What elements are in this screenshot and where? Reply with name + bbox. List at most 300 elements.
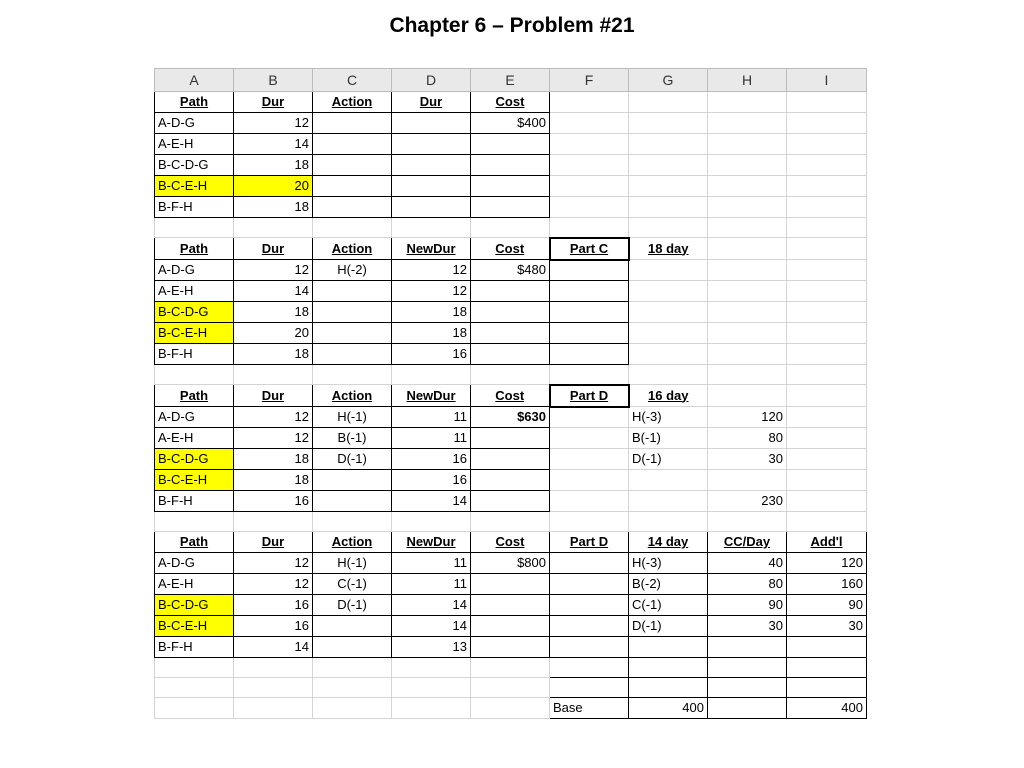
table1-header-dur2[interactable]: Dur	[392, 92, 471, 113]
action-cell[interactable]	[313, 113, 392, 134]
path-cell[interactable]: A-D-G	[155, 113, 234, 134]
table2-header-path[interactable]: Path	[155, 238, 234, 260]
table1-row	[155, 155, 867, 176]
action-cell[interactable]	[313, 197, 392, 218]
action-cell[interactable]: B(-1)	[313, 428, 392, 449]
action-cell[interactable]: C(-1)	[313, 574, 392, 595]
cost-cell[interactable]	[471, 616, 550, 637]
cost-cell[interactable]	[471, 155, 550, 176]
action-cell[interactable]	[313, 134, 392, 155]
cell[interactable]	[550, 678, 629, 698]
addl-cell[interactable]: 90	[787, 595, 867, 616]
cell[interactable]	[629, 155, 708, 176]
dur-cell[interactable]: 12	[234, 428, 313, 449]
page-title: Chapter 6 – Problem #21	[389, 14, 635, 37]
cell[interactable]	[787, 512, 867, 532]
addl-cell[interactable]: 160	[787, 574, 867, 595]
cell[interactable]	[708, 658, 787, 678]
path-cell-highlighted[interactable]: B-C-D-G	[155, 595, 234, 616]
cell[interactable]	[471, 678, 550, 698]
cell[interactable]	[550, 407, 629, 428]
cell[interactable]	[234, 658, 313, 678]
cell[interactable]	[787, 323, 867, 344]
table3-header-action[interactable]: Action	[313, 385, 392, 407]
cell[interactable]	[550, 134, 629, 155]
cell[interactable]	[629, 512, 708, 532]
cost-cell[interactable]: $630	[471, 407, 550, 428]
dur-cell[interactable]: 20	[234, 323, 313, 344]
dur-cell[interactable]: 18	[234, 155, 313, 176]
cell[interactable]	[708, 238, 787, 260]
cell[interactable]	[550, 344, 629, 365]
dur-cell[interactable]: 12	[234, 574, 313, 595]
cell[interactable]	[234, 698, 313, 719]
cell[interactable]	[550, 323, 629, 344]
cost-cell[interactable]: $400	[471, 113, 550, 134]
cell[interactable]	[708, 344, 787, 365]
dur-cell[interactable]: 12	[234, 553, 313, 574]
table4-row	[155, 595, 867, 616]
newdur-cell[interactable]: 16	[392, 449, 471, 470]
path-cell[interactable]: A-D-G	[155, 553, 234, 574]
cell[interactable]	[708, 218, 787, 238]
action-cell[interactable]	[313, 637, 392, 658]
newdur-cell[interactable]: 12	[392, 281, 471, 302]
table2-header-dur[interactable]: Dur	[234, 238, 313, 260]
cell[interactable]	[708, 260, 787, 281]
cell[interactable]	[787, 134, 867, 155]
crash-total-cell[interactable]: 230	[708, 491, 787, 512]
table4-row	[155, 637, 867, 658]
cell[interactable]	[155, 678, 234, 698]
cell[interactable]	[787, 470, 867, 491]
path-cell-highlighted[interactable]: B-C-D-G	[155, 302, 234, 323]
crash-action-cell[interactable]	[629, 470, 708, 491]
cell[interactable]	[629, 678, 708, 698]
cell[interactable]	[550, 197, 629, 218]
newdur-cell[interactable]	[392, 113, 471, 134]
column-header-c[interactable]: C	[313, 69, 392, 92]
cell[interactable]	[629, 197, 708, 218]
cell[interactable]	[471, 658, 550, 678]
table1-header-action[interactable]: Action	[313, 92, 392, 113]
cell[interactable]	[629, 658, 708, 678]
cell[interactable]	[234, 512, 313, 532]
cell[interactable]	[471, 365, 550, 385]
cost-cell[interactable]	[471, 176, 550, 197]
cost-cell[interactable]	[471, 491, 550, 512]
dur-cell[interactable]: 16	[234, 616, 313, 637]
cell[interactable]	[708, 197, 787, 218]
cell[interactable]	[787, 260, 867, 281]
action-cell[interactable]: D(-1)	[313, 595, 392, 616]
crash-action-cell[interactable]	[629, 491, 708, 512]
newdur-cell[interactable]: 11	[392, 553, 471, 574]
dur-cell[interactable]: 14	[234, 134, 313, 155]
table2-header-row	[155, 238, 867, 260]
column-header-b[interactable]: B	[234, 69, 313, 92]
crash-action-cell[interactable]: C(-1)	[629, 595, 708, 616]
path-cell-highlighted[interactable]: B-C-E-H	[155, 470, 234, 491]
cell[interactable]	[471, 218, 550, 238]
base-row	[155, 698, 867, 719]
newdur-cell[interactable]: 18	[392, 302, 471, 323]
cell[interactable]	[392, 678, 471, 698]
part-c-label[interactable]: Part C	[550, 238, 629, 260]
crash-action-cell[interactable]	[629, 637, 708, 658]
action-cell[interactable]: H(-1)	[313, 407, 392, 428]
cell[interactable]	[155, 698, 234, 719]
newdur-cell[interactable]: 11	[392, 428, 471, 449]
dur-cell[interactable]: 18	[234, 449, 313, 470]
newdur-cell[interactable]: 11	[392, 574, 471, 595]
newdur-cell[interactable]: 13	[392, 637, 471, 658]
table4-row	[155, 553, 867, 574]
cell[interactable]	[708, 281, 787, 302]
base-label[interactable]: Base	[550, 698, 629, 719]
path-cell[interactable]: A-E-H	[155, 574, 234, 595]
table4-header-cost[interactable]: Cost	[471, 532, 550, 553]
spreadsheet-grid	[154, 68, 867, 719]
part-cell[interactable]	[550, 553, 629, 574]
column-header-i[interactable]: I	[787, 69, 867, 92]
cell[interactable]	[708, 323, 787, 344]
action-cell[interactable]: H(-2)	[313, 260, 392, 281]
cost-cell[interactable]	[471, 323, 550, 344]
table4-header-cc-day[interactable]: CC/Day	[708, 532, 787, 553]
cell[interactable]	[550, 176, 629, 197]
path-cell-highlighted[interactable]: B-C-E-H	[155, 323, 234, 344]
newdur-cell[interactable]: 11	[392, 407, 471, 428]
table2-header-action[interactable]: Action	[313, 238, 392, 260]
column-header-row	[155, 69, 867, 92]
cell[interactable]	[787, 428, 867, 449]
cell[interactable]	[787, 491, 867, 512]
cost-cell[interactable]	[471, 449, 550, 470]
cell[interactable]	[787, 281, 867, 302]
spacer-row	[155, 218, 867, 238]
newdur-cell[interactable]: 14	[392, 491, 471, 512]
table1-header-dur[interactable]: Dur	[234, 92, 313, 113]
cell[interactable]	[155, 512, 234, 532]
part-cell[interactable]	[550, 595, 629, 616]
table1-header-cost[interactable]: Cost	[471, 92, 550, 113]
cell[interactable]	[787, 155, 867, 176]
cell[interactable]	[708, 365, 787, 385]
dur-cell[interactable]: 12	[234, 260, 313, 281]
newdur-cell[interactable]	[392, 155, 471, 176]
cell[interactable]	[550, 281, 629, 302]
table4-header-addl[interactable]: Add'l	[787, 532, 867, 553]
column-header-d[interactable]: D	[392, 69, 471, 92]
cell[interactable]	[234, 218, 313, 238]
cell[interactable]	[629, 113, 708, 134]
action-cell[interactable]	[313, 470, 392, 491]
cell[interactable]	[313, 658, 392, 678]
newdur-cell[interactable]: 18	[392, 323, 471, 344]
day-18-label[interactable]: 18 day	[629, 238, 708, 260]
crash-action-cell[interactable]: B(-2)	[629, 574, 708, 595]
cc-day-cell[interactable]	[708, 637, 787, 658]
column-header-e[interactable]: E	[471, 69, 550, 92]
cell[interactable]	[787, 218, 867, 238]
newdur-cell[interactable]	[392, 197, 471, 218]
crash-action-cell[interactable]: D(-1)	[629, 449, 708, 470]
table1-row	[155, 113, 867, 134]
part-cell[interactable]	[550, 637, 629, 658]
dur-cell[interactable]: 12	[234, 113, 313, 134]
cost-cell[interactable]	[471, 302, 550, 323]
path-cell[interactable]: A-D-G	[155, 260, 234, 281]
cc-day-cell[interactable]: 30	[708, 616, 787, 637]
cell[interactable]	[471, 512, 550, 532]
table4-row	[155, 616, 867, 637]
cell[interactable]	[550, 365, 629, 385]
cc-day-cell[interactable]: 40	[708, 553, 787, 574]
cell[interactable]	[550, 449, 629, 470]
table3-header-cost[interactable]: Cost	[471, 385, 550, 407]
cell[interactable]	[708, 155, 787, 176]
dur-cell[interactable]: 16	[234, 595, 313, 616]
cell[interactable]	[629, 344, 708, 365]
path-cell[interactable]: B-F-H	[155, 197, 234, 218]
cell[interactable]	[787, 678, 867, 698]
newdur-cell[interactable]: 14	[392, 595, 471, 616]
crash-cost-cell[interactable]: 80	[708, 428, 787, 449]
table1-row	[155, 176, 867, 197]
cell[interactable]	[708, 512, 787, 532]
part-d-label[interactable]: Part D	[550, 385, 629, 407]
cell[interactable]	[234, 678, 313, 698]
crash-action-cell[interactable]: H(-3)	[629, 553, 708, 574]
table4-header-part-d[interactable]: Part D	[550, 532, 629, 553]
cell[interactable]	[629, 134, 708, 155]
action-cell[interactable]: D(-1)	[313, 449, 392, 470]
cell[interactable]	[550, 658, 629, 678]
table3-header-newdur[interactable]: NewDur	[392, 385, 471, 407]
cell[interactable]	[550, 113, 629, 134]
table2-row	[155, 260, 867, 281]
cell[interactable]	[392, 218, 471, 238]
cell[interactable]	[550, 491, 629, 512]
dur-cell-highlighted[interactable]: 20	[234, 176, 313, 197]
action-cell[interactable]	[313, 176, 392, 197]
base-value-i[interactable]: 400	[787, 698, 867, 719]
table4-header-action[interactable]: Action	[313, 532, 392, 553]
cell[interactable]	[313, 678, 392, 698]
dur-cell[interactable]: 18	[234, 344, 313, 365]
cell[interactable]	[550, 512, 629, 532]
path-cell-highlighted[interactable]: B-C-D-G	[155, 449, 234, 470]
cell[interactable]	[708, 698, 787, 719]
path-cell[interactable]: B-C-D-G	[155, 155, 234, 176]
cell[interactable]	[629, 281, 708, 302]
newdur-cell[interactable]	[392, 134, 471, 155]
newdur-cell[interactable]: 14	[392, 616, 471, 637]
path-cell[interactable]: A-E-H	[155, 134, 234, 155]
action-cell[interactable]	[313, 616, 392, 637]
dur-cell[interactable]: 18	[234, 302, 313, 323]
newdur-cell[interactable]: 12	[392, 260, 471, 281]
cell[interactable]	[313, 512, 392, 532]
cell[interactable]	[550, 428, 629, 449]
cost-cell[interactable]	[471, 281, 550, 302]
cell[interactable]	[787, 365, 867, 385]
table3-header-row	[155, 385, 867, 407]
action-cell[interactable]	[313, 344, 392, 365]
table4-header-14-day[interactable]: 14 day	[629, 532, 708, 553]
path-cell[interactable]: A-E-H	[155, 281, 234, 302]
table2-header-cost[interactable]: Cost	[471, 238, 550, 260]
newdur-cell[interactable]: 16	[392, 344, 471, 365]
dur-cell[interactable]: 14	[234, 637, 313, 658]
crash-action-cell[interactable]: B(-1)	[629, 428, 708, 449]
table4-header-dur[interactable]: Dur	[234, 532, 313, 553]
cell[interactable]	[708, 385, 787, 407]
cell[interactable]	[550, 92, 629, 113]
table4-header-row	[155, 532, 867, 553]
table2-header-newdur[interactable]: NewDur	[392, 238, 471, 260]
crash-cost-cell[interactable]: 120	[708, 407, 787, 428]
cell[interactable]	[155, 365, 234, 385]
path-cell[interactable]: A-D-G	[155, 407, 234, 428]
table1-header-path[interactable]: Path	[155, 92, 234, 113]
column-header-g[interactable]: G	[629, 69, 708, 92]
path-cell[interactable]: A-E-H	[155, 428, 234, 449]
cell[interactable]	[629, 260, 708, 281]
dur-cell[interactable]: 12	[234, 407, 313, 428]
dur-cell[interactable]: 16	[234, 491, 313, 512]
crash-action-cell[interactable]: H(-3)	[629, 407, 708, 428]
column-header-a[interactable]: A	[155, 69, 234, 92]
action-cell[interactable]	[313, 491, 392, 512]
cost-cell[interactable]	[471, 470, 550, 491]
path-cell[interactable]: B-F-H	[155, 491, 234, 512]
cell[interactable]	[392, 698, 471, 719]
cell[interactable]	[708, 678, 787, 698]
crash-cost-cell[interactable]: 30	[708, 449, 787, 470]
cell[interactable]	[787, 92, 867, 113]
cc-day-cell[interactable]: 80	[708, 574, 787, 595]
cell[interactable]	[787, 302, 867, 323]
cell[interactable]	[787, 238, 867, 260]
cell[interactable]	[550, 218, 629, 238]
path-cell[interactable]: B-F-H	[155, 344, 234, 365]
cell[interactable]	[629, 92, 708, 113]
cell[interactable]	[708, 92, 787, 113]
cell[interactable]	[392, 365, 471, 385]
table2-row	[155, 281, 867, 302]
newdur-cell[interactable]	[392, 176, 471, 197]
cell[interactable]	[234, 365, 313, 385]
cell[interactable]	[550, 302, 629, 323]
cost-cell[interactable]	[471, 344, 550, 365]
part-cell[interactable]	[550, 574, 629, 595]
cell[interactable]	[787, 658, 867, 678]
base-value-g[interactable]: 400	[629, 698, 708, 719]
cell[interactable]	[392, 512, 471, 532]
path-cell-highlighted[interactable]: B-C-E-H	[155, 176, 234, 197]
day-16-label[interactable]: 16 day	[629, 385, 708, 407]
addl-cell[interactable]	[787, 637, 867, 658]
cell[interactable]	[313, 218, 392, 238]
cell[interactable]	[708, 113, 787, 134]
cell[interactable]	[155, 658, 234, 678]
cost-cell[interactable]	[471, 428, 550, 449]
cc-day-cell[interactable]: 90	[708, 595, 787, 616]
cell[interactable]	[787, 407, 867, 428]
part-cell[interactable]	[550, 616, 629, 637]
cost-cell[interactable]	[471, 197, 550, 218]
action-cell[interactable]	[313, 281, 392, 302]
action-cell[interactable]: H(-1)	[313, 553, 392, 574]
cell[interactable]	[787, 385, 867, 407]
path-cell[interactable]: B-F-H	[155, 637, 234, 658]
cell[interactable]	[629, 302, 708, 323]
cost-cell[interactable]	[471, 574, 550, 595]
column-header-f[interactable]: F	[550, 69, 629, 92]
cell[interactable]	[155, 218, 234, 238]
cell[interactable]	[708, 302, 787, 323]
table4-blank-row	[155, 678, 867, 698]
table4-header-path[interactable]: Path	[155, 532, 234, 553]
cell[interactable]	[313, 365, 392, 385]
table2-row	[155, 302, 867, 323]
cell[interactable]	[787, 113, 867, 134]
cell[interactable]	[313, 698, 392, 719]
newdur-cell[interactable]: 16	[392, 470, 471, 491]
action-cell[interactable]	[313, 302, 392, 323]
cell[interactable]	[787, 197, 867, 218]
cost-cell[interactable]: $480	[471, 260, 550, 281]
cell[interactable]	[629, 365, 708, 385]
action-cell[interactable]	[313, 323, 392, 344]
dur-cell[interactable]: 14	[234, 281, 313, 302]
cell[interactable]	[708, 176, 787, 197]
cell[interactable]	[550, 470, 629, 491]
cell[interactable]	[708, 134, 787, 155]
dur-cell[interactable]: 18	[234, 197, 313, 218]
column-header-h[interactable]: H	[708, 69, 787, 92]
cost-cell[interactable]	[471, 637, 550, 658]
crash-action-cell[interactable]: D(-1)	[629, 616, 708, 637]
cost-cell[interactable]: $800	[471, 553, 550, 574]
cell[interactable]	[787, 344, 867, 365]
cell[interactable]	[629, 176, 708, 197]
table3-header-path[interactable]: Path	[155, 385, 234, 407]
crash-cost-cell[interactable]	[708, 470, 787, 491]
cost-cell[interactable]	[471, 595, 550, 616]
table3-header-dur[interactable]: Dur	[234, 385, 313, 407]
cell[interactable]	[471, 698, 550, 719]
cell[interactable]	[629, 218, 708, 238]
cell[interactable]	[787, 449, 867, 470]
table2-row	[155, 323, 867, 344]
cell[interactable]	[787, 176, 867, 197]
cell[interactable]	[550, 260, 629, 281]
path-cell-highlighted[interactable]: B-C-E-H	[155, 616, 234, 637]
addl-cell[interactable]: 120	[787, 553, 867, 574]
table3-row	[155, 428, 867, 449]
cell[interactable]	[392, 658, 471, 678]
table4-header-newdur[interactable]: NewDur	[392, 532, 471, 553]
addl-cell[interactable]: 30	[787, 616, 867, 637]
action-cell[interactable]	[313, 155, 392, 176]
cell[interactable]	[629, 323, 708, 344]
cell[interactable]	[550, 155, 629, 176]
cost-cell[interactable]	[471, 134, 550, 155]
dur-cell[interactable]: 18	[234, 470, 313, 491]
